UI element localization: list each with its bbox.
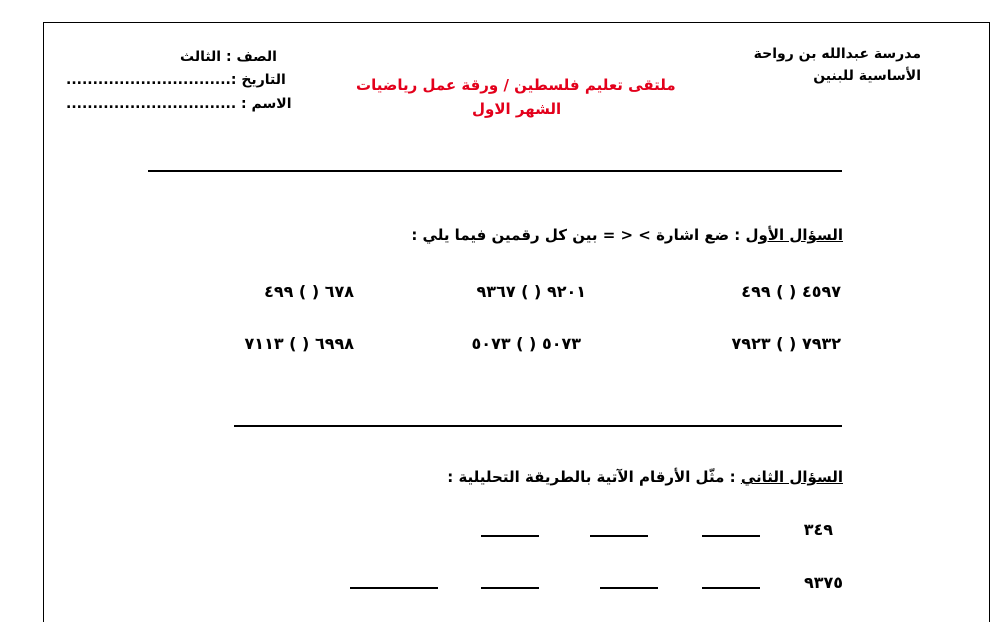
school-type: الأساسية للبنين bbox=[813, 68, 921, 84]
answer-blank[interactable] bbox=[590, 535, 648, 537]
number-to-expand: ٣٤٩ bbox=[803, 520, 833, 539]
comparison-item: ٦٩٩٨ ( ) ٧١١٣ bbox=[244, 334, 354, 353]
comparison-item: ٤٥٩٧ ( ) ٤٩٩ bbox=[741, 282, 841, 301]
question1-label: السؤال الأول bbox=[745, 226, 843, 244]
separator-line bbox=[148, 170, 842, 172]
question1-instruction: : ضع اشارة > < = بين كل رقمين فيما يلي : bbox=[411, 226, 741, 244]
answer-blank[interactable] bbox=[481, 535, 539, 537]
worksheet-title: ملتقى تعليم فلسطين / ورقة عمل رياضيات bbox=[356, 76, 676, 94]
worksheet-subtitle: الشهر الاول bbox=[472, 100, 562, 118]
number-to-expand: ٩٣٧٥ bbox=[803, 573, 843, 592]
question2-label: السؤال الثاني bbox=[740, 468, 843, 486]
grade-label: الصف : الثالث bbox=[180, 49, 277, 65]
school-name: مدرسة عبدالله بن رواحة bbox=[753, 46, 921, 62]
answer-blank[interactable] bbox=[702, 535, 760, 537]
answer-blank[interactable] bbox=[600, 587, 658, 589]
comparison-item: ٥٠٧٣ ( ) ٥٠٧٣ bbox=[471, 334, 581, 353]
question2-heading bbox=[447, 468, 843, 486]
answer-blank[interactable] bbox=[350, 587, 438, 589]
question2-instruction: : مثّل الأرقام الآتية بالطريقة التحليلية : bbox=[447, 468, 736, 486]
answer-blank[interactable] bbox=[702, 587, 760, 589]
date-field: التاريخ :............................... bbox=[66, 72, 286, 88]
comparison-item: ٧٩٣٢ ( ) ٧٩٢٣ bbox=[731, 334, 841, 353]
comparison-item: ٩٢٠١ ( ) ٩٣٦٧ bbox=[476, 282, 586, 301]
name-field: الاسم : ................................ bbox=[66, 96, 292, 112]
comparison-item: ٦٧٨ ( ) ٤٩٩ bbox=[264, 282, 354, 301]
question1-heading bbox=[411, 226, 843, 244]
separator-line bbox=[234, 425, 842, 427]
answer-blank[interactable] bbox=[481, 587, 539, 589]
